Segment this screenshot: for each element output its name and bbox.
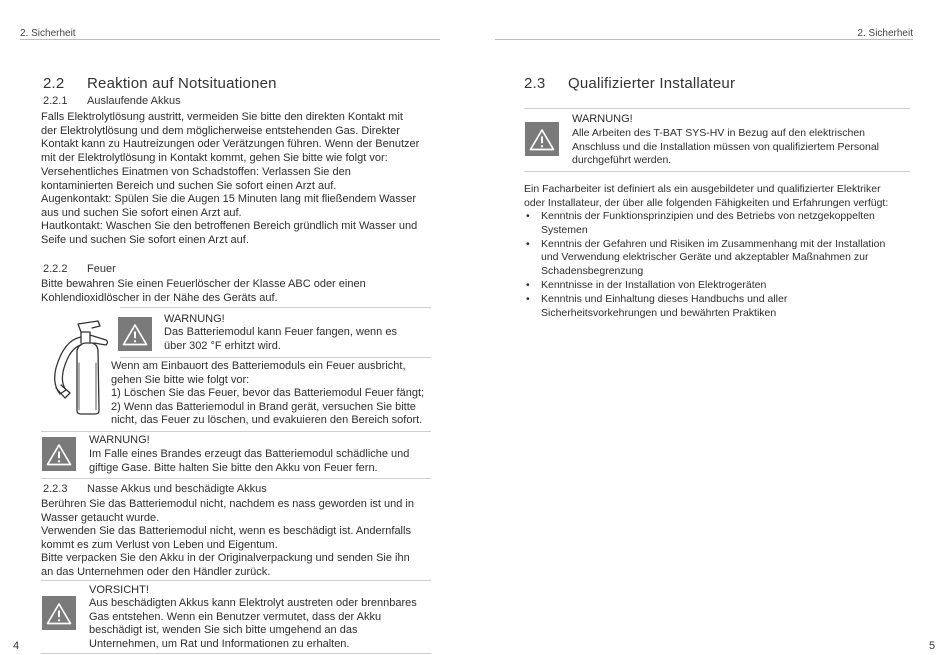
fire-procedure-text: Wenn am Einbauort des Batteriemoduls ein Feuer ausbricht, gehen Sie bitte wie folgt vor: 1) Löschen Sie das Feuer, bevor das Batteriemodul Feuer fängt; 2) Wenn das Batteriemodul in Brand gerät, versuchen Sie bitte nicht, das Feuer zu löschen, und evakuieren den Bereich sofort. (111, 360, 425, 427)
warning-2-icon-box (42, 437, 76, 471)
list-item: • Kenntnis der Funktionsprinzipien und des Betriebs von netzgekoppelten Systemen (524, 210, 909, 238)
warning-1-text: Das Batteriemodul kann Feuer fangen, wenn es über 302 °F erhitzt wird. (164, 326, 397, 352)
subsection-2-2-1-title: Auslaufende Akkus (87, 95, 181, 107)
warning-1-title: WARNUNG! (164, 313, 225, 325)
subsection-2-2-2-title: Feuer (87, 263, 116, 275)
warning-1-bottom-rule (120, 357, 431, 358)
warning-2-text: Im Falle eines Brandes erzeugt das Batteriemodul schädliche und giftige Gase. Bitte halten Sie bitte den Akku von Feuer fern. (89, 448, 410, 474)
header-left-title: 2. Sicherheit (20, 28, 76, 39)
warning-triangle-icon (529, 128, 555, 151)
subsection-2-2-3-title: Nasse Akkus und beschädigte Akkus (87, 483, 267, 495)
right-warning-title: WARNUNG! (572, 113, 633, 125)
warning-triangle-icon (122, 323, 148, 346)
section-2-2-title: Reaktion auf Notsituationen (87, 75, 277, 92)
caution-text: Aus beschädigten Akkus kann Elektrolyt austreten oder brennbares Gas entstehen. Wenn ein Benutzer vermutet, dass der Akku beschädigt ist, wenden Sie sich bitte umgehend an das Unternehmen, um Rat und Informationen zu erhalten. (89, 597, 417, 650)
caution-title: VORSICHT! (89, 584, 149, 596)
leaking-intro-text: Falls Elektrolytlösung austritt, vermeiden Sie bitte den direkten Kontakt mit der Elektrolytlösung und dem möglicherweise entstehenden Gas. Direkter Kontakt kann zu Hautreizungen oder Verätzungen führen. Wenn der Benutzer mit der Elektrolytlösung in Kontakt kommt, gehen Sie bitte wie folgt vor: (41, 111, 420, 164)
subsection-2-2-3-number: 2.2.3 (43, 483, 68, 495)
section-2-3-title: Qualifizierter Installateur (568, 75, 736, 92)
list-item: • Kenntnis und Einhaltung dieses Handbuchs und aller Sicherheitsvorkehrungen und bewährten Praktiken (524, 293, 909, 321)
page-number-right: 5 (929, 640, 936, 652)
caution-icon-box (42, 596, 76, 630)
warning-2-title: WARNUNG! (89, 434, 150, 446)
fire-intro-text: Bitte bewahren Sie einen Feuerlöscher der Klasse ABC oder einen Kohlendioxidlöscher in der Nähe des Geräts auf. (41, 278, 366, 304)
leaking-instructions-text: Versehentliches Einatmen von Schadstoffen: Verlassen Sie den kontaminierten Bereich und suchen Sie sofort einen Arzt auf. Augenkontakt: Spülen Sie die Augen 15 Minuten lang mit fließendem Wasser aus und suchen Sie sofort einen Arzt auf. Hautkontakt: Waschen Sie den betroffenen Bereich gründlich mit Wasser und Seife und suchen Sie sofort einen Arzt auf. (41, 166, 418, 246)
right-warning-bottom-rule (524, 171, 910, 172)
wet-damaged-text: Berühren Sie das Batteriemodul nicht, nachdem es nass geworden ist und in Wasser getaucht wurde. Verwenden Sie das Batteriemodul nicht, wenn es beschädigt ist. Andernfalls kommt es zum Verlust von Leben und Eigentum. Bitte verpacken Sie den Akku in der Originalverpackung und senden Sie ihn an das Unternehmen oder den Händler zurück. (41, 498, 414, 578)
right-warning-top-rule (524, 108, 910, 109)
section-2-2-number: 2.2 (43, 75, 65, 92)
warning-1-top-rule (120, 307, 431, 308)
list-item: • Kenntnisse in der Installation von Elektrogeräten (524, 279, 909, 293)
right-warning-icon-box (525, 122, 559, 156)
header-right-title: 2. Sicherheit (857, 28, 913, 39)
section-2-3-number: 2.3 (524, 75, 546, 92)
qualification-intro-text: Ein Facharbeiter ist definiert als ein ausgebildeter und qualifizierter Elektriker oder Installateur, der über alle folgenden Fähigkeiten und Erfahrungen verfügt: (524, 183, 889, 209)
subsection-2-2-1-number: 2.2.1 (43, 95, 68, 107)
header-left-rule (20, 39, 440, 40)
list-item: • Kenntnis der Gefahren und Risiken im Zusammenhang mit der Installation und Verwendung elektrischer Geräte und akzeptabler Maßnahmen zur Schadensbegrenzung (524, 238, 909, 279)
warning-triangle-icon (46, 602, 72, 625)
subsection-2-2-2-number: 2.2.2 (43, 263, 68, 275)
warning-triangle-icon (46, 443, 72, 466)
warning-1-icon-box (118, 317, 152, 351)
caution-bottom-rule (41, 653, 431, 654)
page-number-left: 4 (13, 640, 20, 652)
header-right-rule (495, 39, 913, 40)
qualification-list (524, 210, 909, 320)
warning-2-top-rule (41, 431, 431, 432)
warning-2-bottom-rule (41, 478, 431, 479)
caution-top-rule (41, 580, 431, 581)
right-warning-text: Alle Arbeiten des T-BAT SYS-HV in Bezug auf den elektrischen Anschluss und die Installation müssen von qualifiziertem Personal durchgeführt werden. (572, 127, 879, 167)
fire-extinguisher-icon (48, 318, 112, 418)
